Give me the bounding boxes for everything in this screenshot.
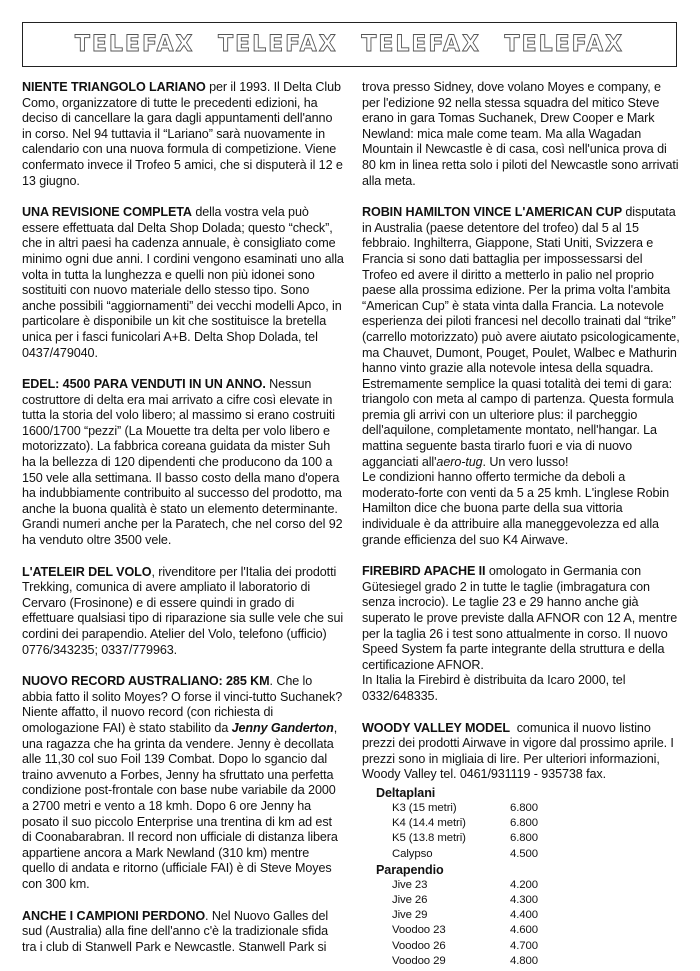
article-text-2: Grandi numeri anche per la Paratech, che nel corso del 92 ha venduto oltre 3500 vele. [22,517,343,548]
product-name: Jive 23 [392,878,428,891]
article-text-2: Le condizioni hanno offerto termiche da deboli a moderato-forte con venti da 5 a 25 kmh. L'inglese Robin Hamilton dice che buona parte della sua vittoria individuale è da attribuire alla maneggevolezza ed alla grande efficienza del suo K4 Airwave. [362,470,670,547]
price-row [362,893,680,908]
article-text: ANCHE I CAMPIONI PERDONO. Nel Nuovo Galles del sud (Australia) alla fine dell'anno c'è la tradizionale sfida tra i club di Stanwell Park e Newcastle. Stanwell Park si [22,908,329,954]
product-price: 6.800 [510,817,539,830]
article-headline: EDEL: 4500 PARA VENDUTI IN UN ANNO. [22,377,266,392]
price-row [362,923,680,938]
product-name: Jive 29 [392,909,428,922]
product-name: K4 (14.4 metri) [392,817,466,830]
banner-title: TELEFAX TELEFAX TELEFAX TELEFAX [74,32,625,57]
price-row [362,816,680,831]
article-text: EDEL: 4500 PARA VENDUTI IN UN ANNO. Nessun costruttore di delta era mai arrivato a cifre così elevate in tutta la storia del volo libero; al massimo si erano costruiti 1600/1700 “pezzi” (La Mouette tra delta per volo libero e motorizzato). La fabbrica coreana guidata da mister Suh ha la bellezza di 120 dipendenti che producono da 100 a 150 vele alla settimana. Il basso costo della mano d'opera ha indubbiamente contribuito al successo del prodotto, ma anche la buona qualità è stato un elemento determinante. [22,377,342,516]
product-name: Voodoo 23 [392,924,446,937]
article-headline: NUOVO RECORD AUSTRALIANO: 285 KM [22,674,270,689]
article-hamilton [362,205,680,548]
left-column [22,80,344,971]
price-row [362,954,680,969]
article-text-2: In Italia la Firebird è distribuita da Icaro 2000, tel 0332/648335. [362,673,626,703]
article-woody [362,721,680,783]
product-price: 6.800 [510,801,539,814]
article-text: NIENTE TRIANGOLO LARIANO per il 1993. Il Delta Club Como, organizzatore di tutte le precedenti edizioni, ha deciso di cancellare la gara dagli appuntamenti dell'anno in corso. Nel 94 tuttavia il “Lariano” sarà nuovamente in calendario con una nuova formula di competizione. Viene confermato invece il Trofeo 5 amici, che si disputerà il 12 e 13 giugno. [22,80,343,188]
pilot-name: Jenny Ganderton [231,720,334,735]
product-price: 4.800 [510,954,539,967]
product-name: Jive 26 [392,893,428,906]
article-headline: ROBIN HAMILTON VINCE L'AMERICAN CUP [362,205,622,220]
price-group-deltaplani [362,785,680,862]
article-text: ROBIN HAMILTON VINCE L'AMERICAN CUP disputata in Australia (paese detentore del trofeo) dal 5 al 15 febbraio. Inghilterra, Giappone, Stati Uniti, Svizzera e Francia si sono dati battaglia per impossessarsi del Trofeo ed avere il diritto a metterlo in palio nel proprio paese alla prossima edizione. Per la prima volta l'ambita “American Cup” è stata vinta dalla Francia. La notevole esperienza dei piloti francesi nel decollo trainati dal “trike” (carrello motorizzato) può avere aiutato psicologicamente, ma Chauvet, Dumont, Pouget, Poulet, Walbec e Mathurin hanno vinto grazie alla notevole intesa della squadra. Estremamente semplice la quasi totalità dei temi di gara: triangolo con meta al campo di partenza. Questa formula premia gli arrivi con un ulteriore plus: il parcheggio dell'aquilone, completamente montato, nell'hangar. La mattina seguente basta tirarlo fuori e via di nuovo agganciati all'aero-tug. Un vero lusso! [362,205,680,469]
price-row [362,939,680,954]
article-text: FIREBIRD APACHE II omologato in Germania con Gütesiegel grado 2 in tutte le taglie (imbragatura con senza incrocio). Le taglie 23 e 29 hanno anche già superato le prove previste dalla AFNOR con 12 A, mentre per la taglia 26 i test sono attualmente in corso. Il nuovo Speed System fa parte integrante della struttura e della certificazione AFNOR. [362,564,678,672]
article-campioni [22,909,344,956]
price-row [362,801,680,816]
product-price: 4.400 [510,909,539,922]
product-name: Voodoo 29 [392,954,446,967]
price-row [362,831,680,846]
price-row [362,878,680,893]
article-headline: WOODY VALLEY MODEL [362,720,510,735]
product-name: K5 (13.8 metri) [392,832,466,845]
article-edel [22,377,344,549]
product-price: 6.800 [510,832,539,845]
article-campioni-continued [362,80,680,189]
price-row [362,847,680,862]
article-record [22,674,344,892]
product-price: 4.600 [510,924,539,937]
price-list [362,785,680,969]
article-text: NUOVO RECORD AUSTRALIANO: 285 KM. Che lo abbia fatto il solito Moyes? O forse il vinci-tutto Suchanek? Niente affatto, il nuovo record (con richiesta di omologazione FAI) è stato stabilito da Jenny Ganderton, una ragazza che ha grinta da vendere. Jenny è decollata alle 11,30 col suo Foil 139 Combat. Dopo lo sgancio dal traino avvenuto a Forbes, Jenny ha sfruttato una perfetta condizione post-frontale con base nube variabile da 2000 a 2700 metri e vento a 18 kmh. Dopo 6 ore Jenny ha posato il suo piccolo Enterprise una trentina di km ad est di Coonabarabran. Il record non ufficiale di distanza libera appartiene ancora a Mark Newland (310 km) mentre quello di andata e ritorno (ufficiale FAI) è di Steve Moyes con 300 km. [22,674,343,891]
article-headline: ANCHE I CAMPIONI PERDONO [22,908,206,923]
article-atelier [22,565,344,659]
article-firebird [362,564,680,704]
article-headline: UNA REVISIONE COMPLETA [22,205,192,220]
aero-tug-term: aero-tug [436,454,483,469]
telefax-banner [22,22,677,67]
product-name: Calypso [392,847,433,860]
article-headline: NIENTE TRIANGOLO LARIANO [22,80,206,94]
product-name: K3 (15 metri) [392,801,457,814]
article-text: trova presso Sidney, dove volano Moyes e company, e per l'edizione 92 nella stessa squadra del mitico Steve erano in gara Tomas Suchanek, Drew Cooper e Mark Newland: mica male come team. Ma alla Wagadan Mountain il Newcastle è di casa, così nell'unica prova di 80 km in linea retta solo i piloti del Newcastle sono arrivati alla meta. [362,80,679,188]
product-price: 4.500 [510,847,539,860]
article-headline: L'ATELEIR DEL VOLO [22,564,152,579]
product-name: Voodoo 26 [392,939,446,952]
article-headline: FIREBIRD APACHE II [362,564,486,579]
product-price: 4.700 [510,939,539,952]
article-revisione [22,205,344,361]
price-group-title: Parapendio [376,862,444,877]
price-group-title: Deltaplani [376,785,436,800]
product-price: 4.200 [510,878,539,891]
article-text: UNA REVISIONE COMPLETA della vostra vela può essere effettuata dal Delta Shop Dolada; questo “check”, che in altri paesi ha cadenza annuale, è consigliato come minimo ogni due anni. I cordini vengono esaminati uno alla volta in tutta la lunghezza e quelli non più idonei sono sostituiti con nuovo materiale dello stesso tipo. Sono anche possibili “aggiornamenti” dei vecchi modelli Apco, in particolare è disponibile un kit che sostituisce la bretella unica per i fasci funicolari A+B. Delta Shop Dolada, tel 0437/479040. [22,205,344,360]
price-row [362,908,680,923]
right-column [362,80,680,969]
price-group-parapendio [362,862,680,969]
article-text: WOODY VALLEY MODEL comunica il nuovo listino prezzi dei prodotti Airwave in vigore dal prossimo aprile. I prezzi sono in migliaia di lire. Per ulteriori informazioni, Woody Valley tel. 0461/931119 - 935738 fax. [362,720,678,782]
article-text: L'ATELEIR DEL VOLO, rivenditore per l'Italia dei prodotti Trekking, comunica di avere ampliato il laboratorio di Cervaro (Frosinone) e di essere quindi in grado di effettuare qualsiasi tipo di riparazione sia sulle vele che sui cordini dei parapendio. Atelier del Volo, telefono (ufficio) 0776/343235; 0337/779963. [22,564,344,657]
article-lariano [22,80,344,189]
product-price: 4.300 [510,893,539,906]
